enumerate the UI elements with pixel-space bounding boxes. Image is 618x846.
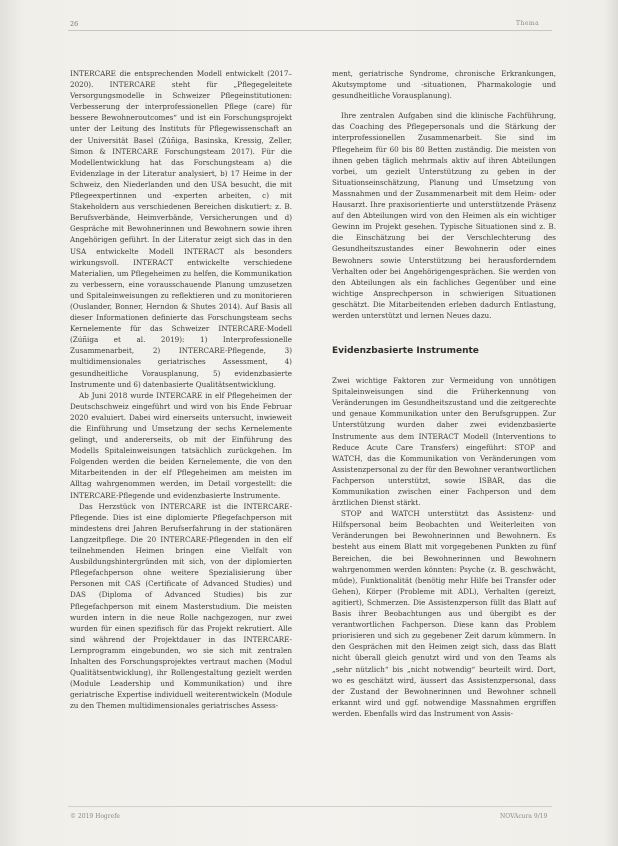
page-number: 26 [70, 20, 79, 28]
right-column [332, 68, 556, 719]
spacer [332, 101, 556, 110]
paragraph: ment, geriatrische Syndrome, chronische Erkrankungen, Akutsymptome und -situationen, Pharmakologie und gesundheitliche Vorausplanung). [332, 69, 556, 101]
section-label: Thema [516, 20, 540, 27]
section-heading: Evidenzbasierte Instrumente [332, 346, 479, 357]
footer-rule [68, 806, 552, 807]
left-column [70, 68, 292, 711]
paragraph: Ab Juni 2018 wurde INTERCARE in elf Pflegeheimen der Deutschschweiz eingeführt und wird von bis Ende Februar 2020 evaluiert. Dabei wird einerseits untersucht, inwieweit die Einführung und Umsetzung der sechs Kernelemente gelingt, und andererseits, ob mit der Einführung des Modells Spitaleinweisungen tatsächlich zurückgehen. Im Folgenden werden die beiden Kernelemente, die von den Mitarbeitenden in der elf Pflegeheimen am meisten im Alltag wahrgenommen werden, im Detail vorgestellt: die INTERCARE-Pflegende und evidenzbasierte Instrumente. [70, 390, 292, 500]
header-rule [68, 30, 552, 31]
paragraph: Das Herzstück von INTERCARE ist die INTERCARE-Pflegende. Dies ist eine diplomierte Pflegefachperson mit mindestens drei Jahren Berufserfahrung in der stationären Langzeitpflege. Die 20 INTERCARE-Pflegenden in den elf teilnehmenden Heimen bringen eine Vielfalt von Ausbildungshintergründen mit sich, von der diplomierten Pflegefachperson ohne weitere Spezialisierung über Personen mit CAS (Certificate of Advanced Studies) und DAS (Diploma of Advanced Studies) bis zur Pflegefachperson mit einem Masterstudium. Die meisten wurden intern in die neue Rolle nachgezogen, nur zwei wurden für einen spezifisch für das Projekt rekrutiert. Alle sind während der Projektdauer in das INTERCARE-Lernprogramm eingebunden, wo sie sich mit zentralen Inhalten des Forschungsprojektes vertraut machen (Modul Qualitätsentwicklung), ihr Rollengestaltung gezielt werden (Module Leadership und Kommunikation) und ihre geriatrische Expertise individuell weiterentwickeln (Module zu den Themen multidimensionales geriatrisches Assess- [70, 501, 292, 711]
paragraph: STOP and WATCH unterstützt das Assistenz- und Hilfspersonal beim Beobachten und Weiterleiten von Veränderungen bei Bewohnerinnen und Bewohnern. Es besteht aus einem Blatt mit vorgegebenen Punkten zu fünf Bereichen, die bei Bewohnerinnen und Bewohnern wahrgenommen werden könnten: Psyche (z. B. geschwächt, müde), Funktionalität (benötig mehr Hilfe bei Transfer oder Gehen), Körper (Probleme mit ADL), Verhalten (gereizt, agitiert), Schmerzen. Die Assistenzperson füllt das Blatt auf Basis ihrer Beobachtungen aus und übergibt es der verantwortlichen Fachperson. Diese kann das Problem priorisieren und sich zu gegebener Zeit darum kümmern. In den Gesprächen mit den Heimen zeigt sich, dass das Blatt nicht überall gleich genutzt wird und von den Teams als „sehr nützlich“ bis „nicht notwendig“ beurteilt wird. Dort, wo es geschätzt wird, äussert das Assistenzpersonal, dass der Zustand der Bewohnerinnen und Bewohner schnell erkannt wird und ggf. notwendige Massnahmen ergriffen werden. Ebenfalls wird das Instrument von Assis- [332, 509, 556, 718]
footer-issue: NOVAcura 9/19 [500, 813, 548, 820]
paragraph: INTERCARE die entsprechenden Modell entwickelt (2017–2020). INTERCARE steht für „Pflegegeleitete Versorgungsmodelle in Schweizer Pflegeinstitutionen: Verbesserung der interprofessionellen Pflege (care) für bessere Bewohneroutcomes“ und ist ein Forschungsprojekt unter der Leitung des Instituts für Pflegewissenschaft an der Universität Basel (Zúñiga, Basinska, Kressig, Zeller, Simon & INTERCARE Forschungsteam 2017). Für die Modellentwicklung hat das Forschungsteam a) die Evidenzlage in der Literatur analysiert, b) 17 Heime in der Schweiz, den Niederlanden und den USA besucht, die mit Pflegeexpertinnen und -experten arbeiten, c) mit Stakeholdern aus verschiedenen Bereichen diskutiert: z. B. Berufsverbände, Heimverbände, Versicherungen und d) Gespräche mit Bewohnerinnen und Bewohnern sowie ihren Angehörigen geführt. In der Literatur zeigt sich das in den USA entwickelte Modell INTERACT als besonders wirkungsvoll. INTERACT entwickelte verschiedene Materialien, um Pflegeheimen zu helfen, die Kommunikation zu verbessern, eine vorausschauende Planung umzusetzen und Spitaleinweisungen zu reflektieren und zu monitorieren (Ouslander, Bonner, Herndon & Shutes 2014). Auf Basis all dieser Informationen definierte das Forschungsteam sechs Kernelemente für das Schweizer INTERCARE-Modell (Zúñiga et al. 2019): 1) Interprofessionelle Zusammenarbeit, 2) INTERCARE-Pflegende, 3) multidimensionales geriatrisches Assessment, 4) gesundheitliche Vorausplanung, 5) evidenzbasierte Instrumente und 6) datenbasierte Qualitätsentwicklung. [70, 69, 292, 389]
footer-copyright: © 2019 Hogrefe [70, 813, 120, 820]
page-edge-shadow [604, 0, 618, 846]
paragraph: Ihre zentralen Aufgaben sind die klinische Fachführung, das Coaching des Pflegepersonals und die Stärkung der interprofessionellen Zusammenarbeit. Sie sind im Pflegeheim für 60 bis 80 Betten zuständig. Die meisten von ihnen geben täglich mehrmals aktiv auf ihren Abteilungen vorbei, um gezielt Unterstützung zu geben in der Situationseinschätzung, Planung und Umsetzung von Massnahmen und der Zusammenarbeit mit dem Heim- oder Hausarzt. Ihre praxisorientierte und unterstützende Präsenz auf den Abteilungen wird von den Heimen als ein wichtiger Gewinn im Projekt gesehen. Typische Situationen sind z. B. die Einschätzung bei der Verschlechterung des Gesundheitszustandes einer Bewohnerin oder eines Bewohners sowie Unterstützung bei herausforderndem Verhalten oder bei Angehörigengesprächen. Sie werden von den Abteilungen als ein fachliches Gegenüber und eine wichtige Ansprechperson in schwierigen Situationen geschätzt. Die Mitarbeitenden erleben dadurch Entlastung, werden unterstützt und lernen Neues dazu. [332, 111, 556, 320]
paragraph: Zwei wichtige Faktoren zur Vermeidung von unnötigen Spitaleinweisungen sind die Früherkennung von Veränderungen im Gesundheitszustand und die zeitgerechte und genaue Kommunikation unter den Berufsgruppen. Zur Unterstützung wurden daher zwei evidenzbasierte Instrumente aus dem INTERACT Modell (Interventions to Reduce Acute Care Transfers) eingeführt: STOP and WATCH, das die Kommunikation von Veränderungen vom Assistenzpersonal zu der für den Bewohner verantwortlichen Fachperson unterstützt, sowie ISBAR, das die Kommunikation zwischen einer Fachperson und dem ärztlichen Dienst stärkt. [332, 376, 556, 508]
